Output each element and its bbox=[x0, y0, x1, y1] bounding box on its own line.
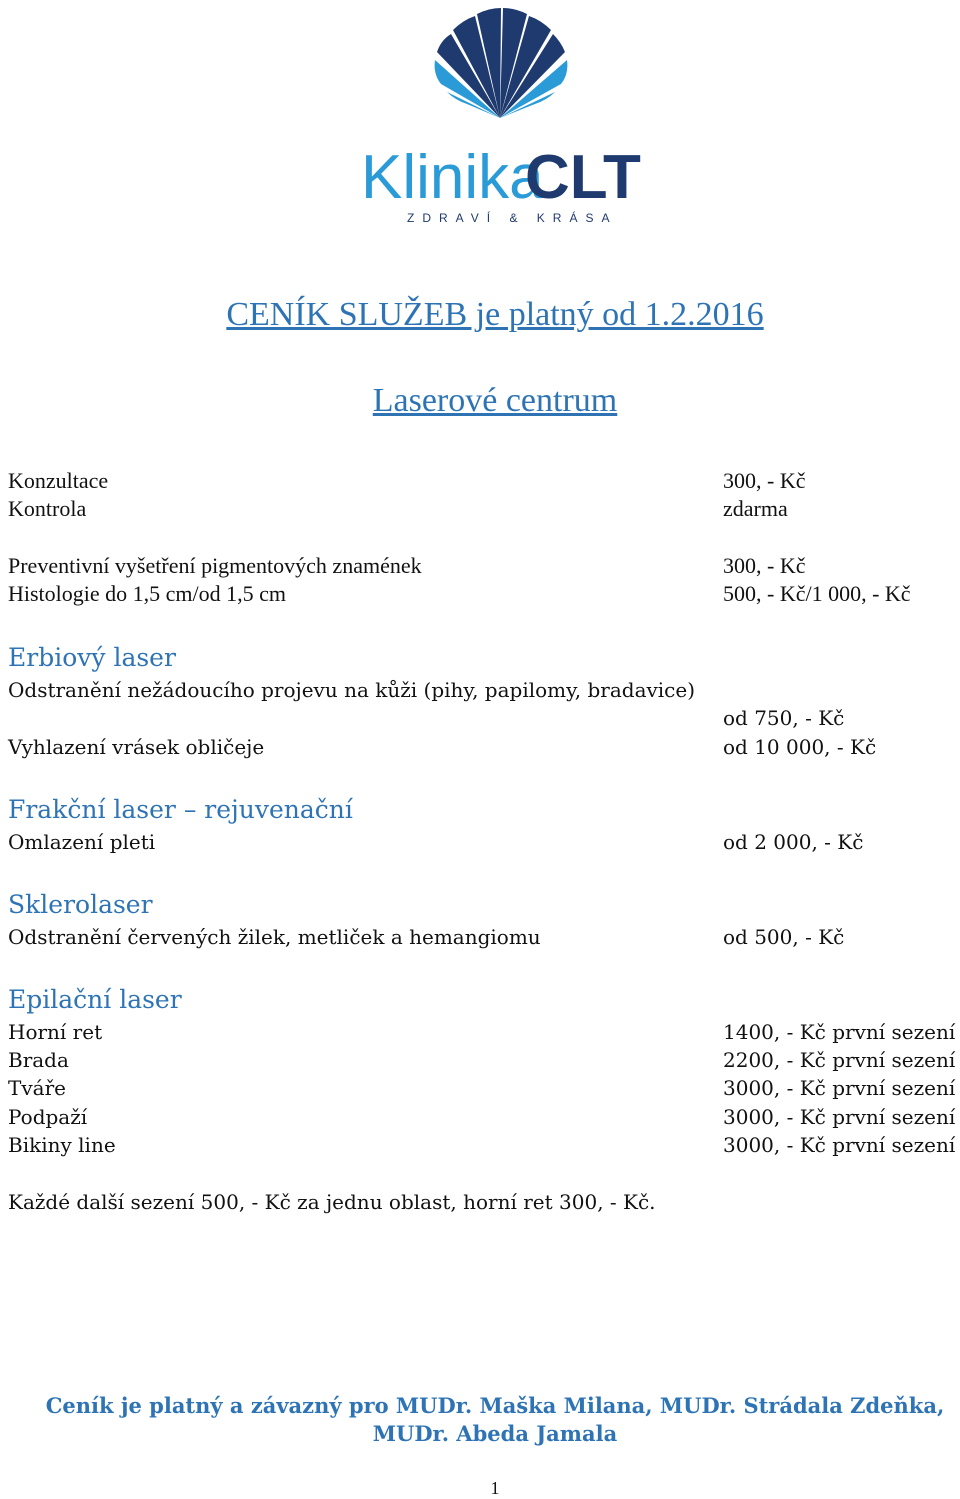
item-label: Odstranění červených žilek, metliček a hemangiomu bbox=[8, 925, 541, 949]
item-price: od 750, - Kč bbox=[723, 706, 845, 730]
page-title: CENÍK SLUŽEB je platný od 1.2.2016 bbox=[226, 296, 764, 333]
item-price: 300, - Kč bbox=[723, 468, 806, 493]
epilation-note: Každé další sezení 500, - Kč za jednu oblast, horní ret 300, - Kč. bbox=[8, 1190, 656, 1214]
logo-tagline: ZDRAVÍ & KRÁSA bbox=[407, 211, 618, 225]
item-label: Histologie do 1,5 cm/od 1,5 cm bbox=[8, 581, 287, 606]
footer-line-2: MUDr. Abeda Jamala bbox=[372, 1421, 618, 1446]
item-price: zdarma bbox=[723, 496, 788, 521]
item-price: od 2 000, - Kč bbox=[723, 830, 864, 854]
item-price: od 10 000, - Kč bbox=[723, 735, 877, 759]
section-heading-epilation: Epilační laser bbox=[8, 985, 182, 1014]
item-price: od 500, - Kč bbox=[723, 925, 845, 949]
item-price: 300, - Kč bbox=[723, 553, 806, 578]
item-label: Preventivní vyšetření pigmentových znamének bbox=[8, 553, 422, 578]
item-label: Podpaží bbox=[8, 1105, 88, 1129]
item-price: 3000, - Kč první sezení bbox=[723, 1105, 956, 1129]
item-label: Tváře bbox=[8, 1076, 66, 1100]
item-label: Odstranění nežádoucího projevu na kůži (pihy, papilomy, bradavice) bbox=[8, 678, 696, 702]
section-heading-sclero: Sklerolaser bbox=[8, 890, 153, 919]
section-subtitle: Laserové centrum bbox=[372, 382, 618, 419]
item-label: Bikiny line bbox=[8, 1133, 116, 1157]
item-label: Kontrola bbox=[8, 496, 87, 521]
shell-emblem-icon bbox=[355, 0, 645, 230]
footer-line-1: Ceník je platný a závazný pro MUDr. Maška Milana, MUDr. Strádala Zdeňka, bbox=[45, 1393, 945, 1418]
item-label: Konzultace bbox=[8, 468, 109, 493]
item-label: Brada bbox=[8, 1048, 69, 1072]
logo-text-klinika: Klinika bbox=[361, 143, 544, 212]
item-price: 500, - Kč/1 000, - Kč bbox=[723, 581, 911, 606]
logo-text-clt: CLT bbox=[525, 143, 641, 212]
item-label: Vyhlazení vrásek obličeje bbox=[8, 735, 265, 759]
item-price: 2200, - Kč první sezení bbox=[723, 1048, 956, 1072]
item-label: Horní ret bbox=[8, 1020, 103, 1044]
klinika-clt-logo bbox=[355, 0, 645, 230]
item-price: 3000, - Kč první sezení bbox=[723, 1076, 956, 1100]
item-price: 1400, - Kč první sezení bbox=[723, 1020, 956, 1044]
section-heading-fractional: Frakční laser – rejuvenační bbox=[8, 795, 353, 824]
item-label: Omlazení pleti bbox=[8, 830, 156, 854]
section-heading-erbium: Erbiový laser bbox=[8, 643, 176, 672]
page-number: 1 bbox=[490, 1478, 500, 1498]
item-price: 3000, - Kč první sezení bbox=[723, 1133, 956, 1157]
